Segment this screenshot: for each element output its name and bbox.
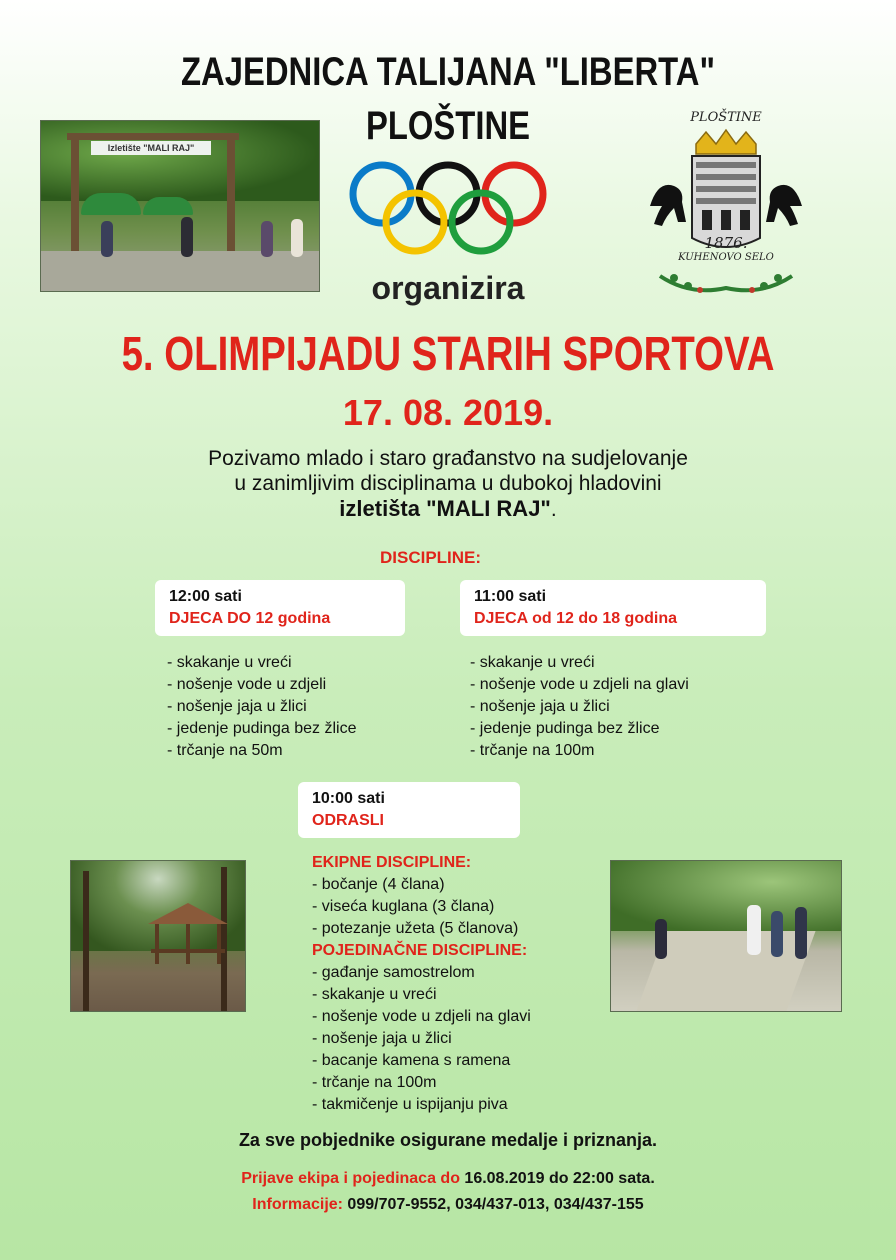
list-item: - trčanje na 50m (167, 742, 283, 759)
info-phones: 099/707-9552, 034/437-013, 034/437-155 (342, 1196, 644, 1213)
list-item: - skakanje u vreći (312, 986, 437, 1003)
team-disciplines-heading: EKIPNE DISCIPLINE: (312, 854, 472, 871)
group-children-under-12-box (155, 580, 405, 636)
group1-name: DJECA DO 12 godina (169, 610, 331, 627)
list-item: - jedenje pudinga bez žlice (167, 720, 357, 737)
signup-value: 16.08.2019 do 22:00 sata. (459, 1170, 655, 1187)
list-item: - takmičenje u ispijanju piva (312, 1096, 508, 1113)
group3-list (312, 852, 531, 1116)
contact-info (0, 1196, 896, 1214)
park-entrance-photo (40, 120, 320, 292)
list-item: - viseća kuglana (3 člana) (312, 898, 495, 915)
group3-name: ODRASLI (312, 812, 384, 829)
invite-line-3 (0, 496, 896, 522)
list-item: - potezanje užeta (5 članova) (312, 920, 519, 937)
list-item: - nošenje vode u zdjeli na glavi (312, 1008, 531, 1025)
venue-name: izletišta "MALI RAJ" (339, 496, 551, 521)
olympic-rings-icon (348, 160, 548, 256)
invite-text (0, 446, 896, 522)
invite-period: . (550, 498, 557, 521)
list-item: - bočanje (4 člana) (312, 876, 445, 893)
crest-icon (640, 126, 812, 302)
list-item: - skakanje u vreći (167, 654, 292, 671)
disciplines-heading: DISCIPLINE: (380, 548, 482, 567)
park-sign: Izletište "MALI RAJ" (91, 141, 211, 155)
invite-line-1: Pozivamo mlado i staro građanstvo na sudjelovanje (208, 447, 688, 470)
list-item: - gađanje samostrelom (312, 964, 475, 981)
group-children-12-18-box (460, 580, 766, 636)
gazebo-photo (70, 860, 246, 1012)
event-date: 17. 08. 2019. (342, 392, 554, 433)
organizira-text: organizira (371, 270, 525, 306)
organizer-place: PLOŠTINE (365, 104, 531, 148)
signup-deadline (0, 1170, 896, 1188)
invite-line-2: u zanimljivim disciplinama u dubokoj hladovini (234, 472, 662, 495)
list-item: - trčanje na 100m (312, 1074, 437, 1091)
group-adults-box (298, 782, 520, 838)
individual-disciplines-heading: POJEDINAČNE DISCIPLINE: (312, 942, 528, 959)
medals-note: Za sve pobjednike osigurane medalje i priznanja. (238, 1130, 658, 1150)
list-item: - nošenje jaja u žlici (167, 698, 307, 715)
emblem-year: 1876. (704, 234, 748, 252)
list-item: - jedenje pudinga bez žlice (470, 720, 660, 737)
group1-time: 12:00 sati (169, 588, 242, 605)
gazebo-icon (143, 899, 233, 969)
event-title: 5. OLIMPIJADU STARIH SPORTOVA (121, 328, 775, 381)
list-item: - bacanje kamena s ramena (312, 1052, 511, 1069)
village-emblem (640, 108, 812, 304)
emblem-top-text: PLOŠTINE (690, 110, 762, 125)
list-item: - nošenje jaja u žlici (312, 1030, 452, 1047)
list-item: - nošenje vode u zdjeli (167, 676, 327, 693)
group2-name: DJECA od 12 do 18 godina (474, 610, 677, 627)
list-item: - skakanje u vreći (470, 654, 595, 671)
organizer-title: ZAJEDNICA TALIJANA "LIBERTA" (180, 50, 716, 94)
emblem-bottom-text: KUHENOVO SELO (678, 252, 774, 263)
info-label: Informacije: (252, 1196, 343, 1213)
group2-list (470, 652, 689, 762)
bocce-court-photo (610, 860, 842, 1012)
group3-time: 10:00 sati (312, 790, 385, 807)
list-item: - nošenje vode u zdjeli na glavi (470, 676, 689, 693)
list-item: - nošenje jaja u žlici (470, 698, 610, 715)
group2-time: 11:00 sati (474, 588, 547, 605)
list-item: - trčanje na 100m (470, 742, 595, 759)
signup-label: Prijave ekipa i pojedinaca do (241, 1170, 460, 1187)
group1-list (167, 652, 356, 762)
